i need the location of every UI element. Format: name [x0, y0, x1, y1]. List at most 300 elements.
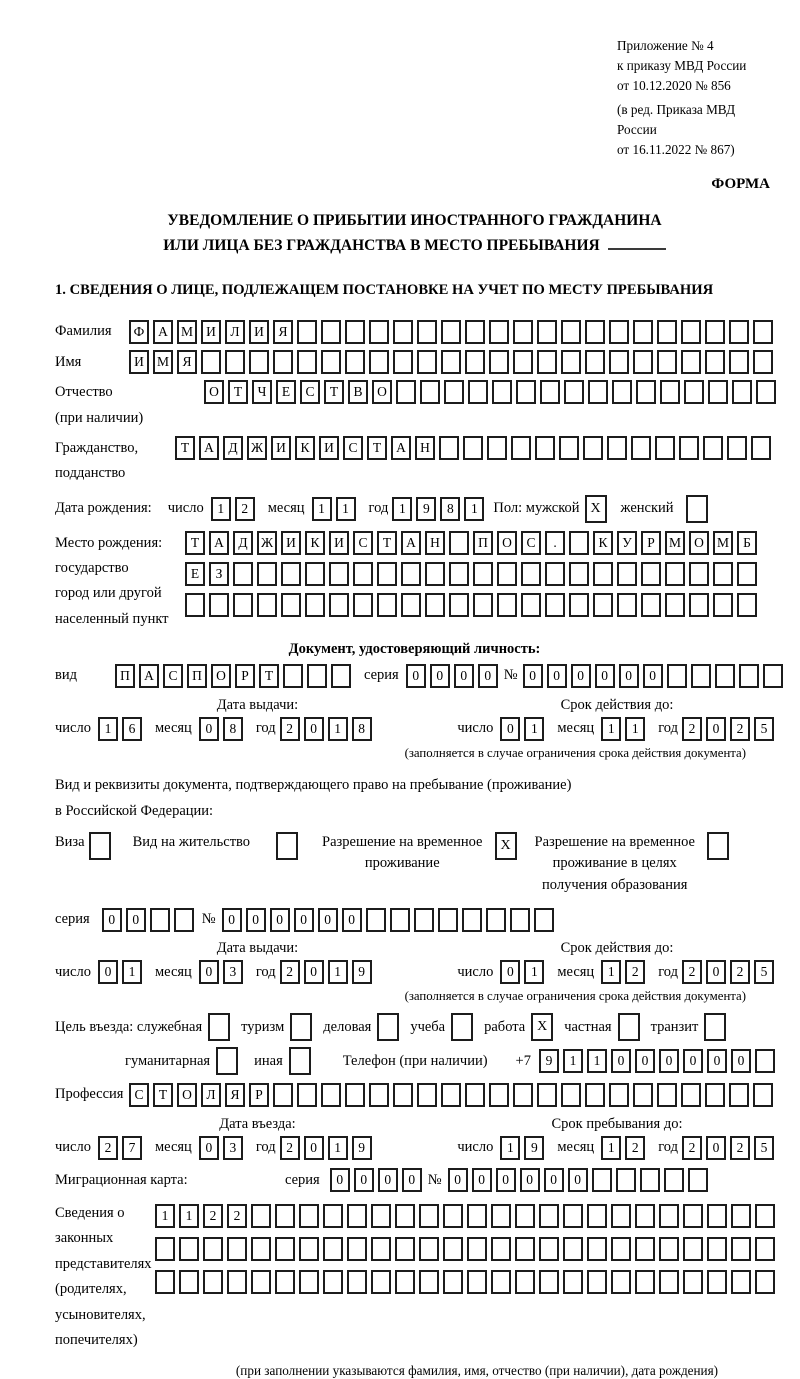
char-cell[interactable] [345, 1083, 365, 1107]
char-cell[interactable]: 1 [98, 717, 118, 741]
char-cell[interactable] [419, 1204, 439, 1228]
char-cell[interactable]: О [204, 380, 224, 404]
char-cell[interactable] [371, 1237, 391, 1261]
char-cell[interactable]: 9 [416, 497, 436, 521]
char-cell[interactable]: 0 [270, 908, 290, 932]
char-cell[interactable]: 8 [440, 497, 460, 521]
char-cell[interactable]: Н [425, 531, 445, 555]
char-cell[interactable] [534, 908, 554, 932]
char-cell[interactable] [321, 350, 341, 374]
char-cell[interactable]: Р [641, 531, 661, 555]
char-cell[interactable]: 2 [682, 1136, 702, 1160]
purpose-business-checkbox[interactable] [377, 1013, 399, 1041]
char-cell[interactable]: 1 [524, 717, 544, 741]
char-cell[interactable]: 1 [563, 1049, 583, 1073]
char-cell[interactable]: 2 [98, 1136, 118, 1160]
char-cell[interactable] [347, 1237, 367, 1261]
char-cell[interactable]: 2 [625, 960, 645, 984]
char-cell[interactable] [688, 1168, 708, 1192]
char-cell[interactable] [617, 593, 637, 617]
char-cell[interactable] [633, 1083, 653, 1107]
char-cell[interactable]: 1 [211, 497, 231, 521]
purpose-humanitarian-checkbox[interactable] [216, 1047, 238, 1075]
char-cell[interactable] [753, 320, 773, 344]
char-cell[interactable]: 2 [203, 1204, 223, 1228]
char-cell[interactable] [569, 593, 589, 617]
char-cell[interactable] [691, 664, 711, 688]
char-cell[interactable] [561, 320, 581, 344]
purpose-other-checkbox[interactable] [289, 1047, 311, 1075]
char-cell[interactable]: П [115, 664, 135, 688]
char-cell[interactable]: 2 [682, 717, 702, 741]
char-cell[interactable]: 0 [406, 664, 426, 688]
char-cell[interactable]: 0 [294, 908, 314, 932]
char-cell[interactable]: Н [415, 436, 435, 460]
char-cell[interactable] [753, 1083, 773, 1107]
char-cell[interactable] [609, 350, 629, 374]
char-cell[interactable] [257, 562, 277, 586]
sex-male-checkbox[interactable]: X [585, 495, 607, 523]
char-cell[interactable]: 2 [730, 717, 750, 741]
char-cell[interactable] [275, 1270, 295, 1294]
char-cell[interactable] [753, 350, 773, 374]
char-cell[interactable] [689, 593, 709, 617]
char-cell[interactable] [592, 1168, 612, 1192]
char-cell[interactable] [587, 1270, 607, 1294]
char-cell[interactable]: 2 [730, 1136, 750, 1160]
char-cell[interactable]: 3 [223, 1136, 243, 1160]
char-cell[interactable]: 1 [524, 960, 544, 984]
char-cell[interactable] [681, 350, 701, 374]
char-cell[interactable] [401, 562, 421, 586]
char-cell[interactable]: 2 [280, 960, 300, 984]
char-cell[interactable]: 0 [619, 664, 639, 688]
char-cell[interactable] [321, 320, 341, 344]
char-cell[interactable] [707, 1270, 727, 1294]
char-cell[interactable]: 0 [378, 1168, 398, 1192]
char-cell[interactable]: А [401, 531, 421, 555]
char-cell[interactable] [465, 320, 485, 344]
char-cell[interactable] [539, 1270, 559, 1294]
char-cell[interactable] [347, 1204, 367, 1228]
char-cell[interactable] [395, 1204, 415, 1228]
char-cell[interactable] [609, 1083, 629, 1107]
char-cell[interactable]: Л [225, 320, 245, 344]
char-cell[interactable]: 0 [472, 1168, 492, 1192]
char-cell[interactable] [275, 1204, 295, 1228]
char-cell[interactable] [539, 1204, 559, 1228]
char-cell[interactable] [251, 1237, 271, 1261]
char-cell[interactable]: 1 [500, 1136, 520, 1160]
char-cell[interactable] [641, 593, 661, 617]
char-cell[interactable] [305, 593, 325, 617]
char-cell[interactable]: 2 [730, 960, 750, 984]
char-cell[interactable] [209, 593, 229, 617]
char-cell[interactable]: Е [185, 562, 205, 586]
char-cell[interactable]: 0 [496, 1168, 516, 1192]
char-cell[interactable] [297, 320, 317, 344]
char-cell[interactable]: 0 [659, 1049, 679, 1073]
char-cell[interactable]: 0 [595, 664, 615, 688]
char-cell[interactable] [323, 1204, 343, 1228]
char-cell[interactable] [635, 1204, 655, 1228]
char-cell[interactable] [155, 1237, 175, 1261]
char-cell[interactable]: 0 [611, 1049, 631, 1073]
char-cell[interactable] [233, 562, 253, 586]
char-cell[interactable] [492, 380, 512, 404]
char-cell[interactable] [569, 562, 589, 586]
char-cell[interactable] [425, 593, 445, 617]
char-cell[interactable] [739, 664, 759, 688]
char-cell[interactable]: Т [377, 531, 397, 555]
char-cell[interactable]: 0 [547, 664, 567, 688]
char-cell[interactable] [401, 593, 421, 617]
char-cell[interactable] [731, 1270, 751, 1294]
char-cell[interactable] [283, 664, 303, 688]
char-cell[interactable] [443, 1204, 463, 1228]
char-cell[interactable] [641, 562, 661, 586]
char-cell[interactable] [390, 908, 410, 932]
char-cell[interactable]: Я [177, 350, 197, 374]
char-cell[interactable] [489, 1083, 509, 1107]
char-cell[interactable]: О [497, 531, 517, 555]
purpose-private-checkbox[interactable] [618, 1013, 640, 1041]
char-cell[interactable]: М [177, 320, 197, 344]
char-cell[interactable] [441, 1083, 461, 1107]
char-cell[interactable] [587, 1237, 607, 1261]
char-cell[interactable]: 0 [478, 664, 498, 688]
char-cell[interactable] [377, 562, 397, 586]
char-cell[interactable]: А [199, 436, 219, 460]
char-cell[interactable]: А [153, 320, 173, 344]
char-cell[interactable] [443, 1270, 463, 1294]
char-cell[interactable] [441, 320, 461, 344]
char-cell[interactable]: О [211, 664, 231, 688]
char-cell[interactable] [249, 350, 269, 374]
char-cell[interactable] [491, 1270, 511, 1294]
char-cell[interactable]: Ч [252, 380, 272, 404]
char-cell[interactable] [449, 593, 469, 617]
char-cell[interactable] [755, 1204, 775, 1228]
char-cell[interactable] [420, 380, 440, 404]
char-cell[interactable] [657, 350, 677, 374]
visa-checkbox[interactable] [89, 832, 111, 860]
char-cell[interactable]: О [372, 380, 392, 404]
char-cell[interactable] [395, 1237, 415, 1261]
char-cell[interactable]: Ж [257, 531, 277, 555]
char-cell[interactable]: О [177, 1083, 197, 1107]
char-cell[interactable] [275, 1237, 295, 1261]
char-cell[interactable]: 5 [754, 717, 774, 741]
char-cell[interactable] [705, 1083, 725, 1107]
char-cell[interactable]: К [305, 531, 325, 555]
char-cell[interactable]: 0 [571, 664, 591, 688]
char-cell[interactable] [179, 1237, 199, 1261]
char-cell[interactable]: М [713, 531, 733, 555]
char-cell[interactable] [515, 1270, 535, 1294]
char-cell[interactable] [513, 320, 533, 344]
char-cell[interactable] [299, 1237, 319, 1261]
char-cell[interactable]: И [271, 436, 291, 460]
char-cell[interactable]: 0 [304, 717, 324, 741]
char-cell[interactable]: 8 [352, 717, 372, 741]
char-cell[interactable] [679, 436, 699, 460]
char-cell[interactable] [201, 350, 221, 374]
char-cell[interactable]: Д [233, 531, 253, 555]
char-cell[interactable]: 5 [754, 1136, 774, 1160]
char-cell[interactable]: У [617, 531, 637, 555]
char-cell[interactable] [611, 1204, 631, 1228]
char-cell[interactable] [540, 380, 560, 404]
char-cell[interactable] [521, 593, 541, 617]
char-cell[interactable] [657, 1083, 677, 1107]
char-cell[interactable] [227, 1270, 247, 1294]
char-cell[interactable] [563, 1204, 583, 1228]
char-cell[interactable]: 0 [500, 717, 520, 741]
char-cell[interactable]: 1 [601, 717, 621, 741]
char-cell[interactable] [467, 1204, 487, 1228]
char-cell[interactable]: 0 [706, 960, 726, 984]
char-cell[interactable]: 0 [126, 908, 146, 932]
char-cell[interactable] [713, 562, 733, 586]
char-cell[interactable] [588, 380, 608, 404]
char-cell[interactable] [419, 1270, 439, 1294]
char-cell[interactable] [369, 1083, 389, 1107]
char-cell[interactable] [705, 320, 725, 344]
char-cell[interactable] [473, 593, 493, 617]
char-cell[interactable] [393, 320, 413, 344]
char-cell[interactable] [636, 380, 656, 404]
char-cell[interactable]: И [281, 531, 301, 555]
char-cell[interactable] [537, 320, 557, 344]
char-cell[interactable] [545, 562, 565, 586]
char-cell[interactable] [419, 1237, 439, 1261]
char-cell[interactable]: 0 [102, 908, 122, 932]
char-cell[interactable]: И [249, 320, 269, 344]
char-cell[interactable] [467, 1237, 487, 1261]
char-cell[interactable]: 0 [454, 664, 474, 688]
char-cell[interactable]: М [153, 350, 173, 374]
purpose-tourism-checkbox[interactable] [290, 1013, 312, 1041]
char-cell[interactable] [395, 1270, 415, 1294]
char-cell[interactable] [468, 380, 488, 404]
char-cell[interactable] [593, 593, 613, 617]
char-cell[interactable] [659, 1270, 679, 1294]
char-cell[interactable]: Т [367, 436, 387, 460]
char-cell[interactable] [305, 562, 325, 586]
char-cell[interactable]: 0 [643, 664, 663, 688]
char-cell[interactable]: 7 [122, 1136, 142, 1160]
char-cell[interactable] [585, 1083, 605, 1107]
char-cell[interactable]: 0 [706, 1136, 726, 1160]
char-cell[interactable] [371, 1204, 391, 1228]
char-cell[interactable]: А [209, 531, 229, 555]
char-cell[interactable] [369, 320, 389, 344]
char-cell[interactable]: 0 [318, 908, 338, 932]
char-cell[interactable]: 0 [222, 908, 242, 932]
char-cell[interactable] [203, 1237, 223, 1261]
char-cell[interactable]: 2 [682, 960, 702, 984]
char-cell[interactable] [297, 1083, 317, 1107]
purpose-official-checkbox[interactable] [208, 1013, 230, 1041]
char-cell[interactable] [329, 562, 349, 586]
char-cell[interactable] [491, 1237, 511, 1261]
char-cell[interactable] [425, 562, 445, 586]
char-cell[interactable]: З [209, 562, 229, 586]
char-cell[interactable] [665, 593, 685, 617]
char-cell[interactable] [731, 1237, 751, 1261]
char-cell[interactable]: 0 [342, 908, 362, 932]
char-cell[interactable] [515, 1204, 535, 1228]
char-cell[interactable] [729, 350, 749, 374]
char-cell[interactable] [755, 1270, 775, 1294]
char-cell[interactable] [489, 320, 509, 344]
char-cell[interactable] [664, 1168, 684, 1192]
char-cell[interactable] [353, 593, 373, 617]
char-cell[interactable]: С [300, 380, 320, 404]
char-cell[interactable] [233, 593, 253, 617]
char-cell[interactable] [297, 350, 317, 374]
char-cell[interactable] [307, 664, 327, 688]
char-cell[interactable] [203, 1270, 223, 1294]
char-cell[interactable]: Я [225, 1083, 245, 1107]
char-cell[interactable] [681, 320, 701, 344]
char-cell[interactable] [727, 436, 747, 460]
char-cell[interactable]: 0 [448, 1168, 468, 1192]
char-cell[interactable]: 2 [280, 717, 300, 741]
char-cell[interactable] [393, 1083, 413, 1107]
char-cell[interactable]: 1 [392, 497, 412, 521]
char-cell[interactable] [321, 1083, 341, 1107]
char-cell[interactable] [569, 531, 589, 555]
char-cell[interactable]: 0 [330, 1168, 350, 1192]
char-cell[interactable]: И [201, 320, 221, 344]
char-cell[interactable]: Р [249, 1083, 269, 1107]
char-cell[interactable]: 0 [304, 1136, 324, 1160]
char-cell[interactable] [227, 1237, 247, 1261]
char-cell[interactable] [729, 320, 749, 344]
char-cell[interactable] [281, 562, 301, 586]
char-cell[interactable] [443, 1237, 463, 1261]
char-cell[interactable] [655, 436, 675, 460]
char-cell[interactable] [683, 1204, 703, 1228]
char-cell[interactable]: . [545, 531, 565, 555]
char-cell[interactable]: 6 [122, 717, 142, 741]
char-cell[interactable] [179, 1270, 199, 1294]
char-cell[interactable]: Т [228, 380, 248, 404]
char-cell[interactable] [497, 593, 517, 617]
char-cell[interactable]: 0 [731, 1049, 751, 1073]
char-cell[interactable] [705, 350, 725, 374]
char-cell[interactable] [763, 664, 783, 688]
char-cell[interactable] [703, 436, 723, 460]
char-cell[interactable]: 1 [328, 960, 348, 984]
char-cell[interactable] [732, 380, 752, 404]
char-cell[interactable] [439, 436, 459, 460]
char-cell[interactable] [585, 350, 605, 374]
char-cell[interactable]: 1 [312, 497, 332, 521]
char-cell[interactable] [583, 436, 603, 460]
char-cell[interactable] [449, 562, 469, 586]
char-cell[interactable] [515, 1237, 535, 1261]
char-cell[interactable]: С [353, 531, 373, 555]
char-cell[interactable] [369, 350, 389, 374]
char-cell[interactable] [617, 562, 637, 586]
char-cell[interactable]: Т [185, 531, 205, 555]
char-cell[interactable] [489, 350, 509, 374]
char-cell[interactable]: 1 [601, 960, 621, 984]
char-cell[interactable]: Я [273, 320, 293, 344]
char-cell[interactable] [510, 908, 530, 932]
char-cell[interactable]: 0 [402, 1168, 422, 1192]
char-cell[interactable]: 0 [635, 1049, 655, 1073]
char-cell[interactable] [417, 320, 437, 344]
purpose-work-checkbox[interactable]: X [531, 1013, 553, 1041]
char-cell[interactable] [396, 380, 416, 404]
char-cell[interactable] [657, 320, 677, 344]
char-cell[interactable] [273, 350, 293, 374]
char-cell[interactable] [633, 350, 653, 374]
char-cell[interactable] [155, 1270, 175, 1294]
char-cell[interactable] [174, 908, 194, 932]
char-cell[interactable] [612, 380, 632, 404]
char-cell[interactable]: С [163, 664, 183, 688]
char-cell[interactable] [659, 1237, 679, 1261]
char-cell[interactable] [537, 350, 557, 374]
char-cell[interactable] [559, 436, 579, 460]
char-cell[interactable]: 9 [352, 1136, 372, 1160]
char-cell[interactable] [486, 908, 506, 932]
char-cell[interactable]: 0 [246, 908, 266, 932]
char-cell[interactable]: 0 [354, 1168, 374, 1192]
char-cell[interactable] [755, 1237, 775, 1261]
char-cell[interactable]: 1 [464, 497, 484, 521]
char-cell[interactable]: Т [175, 436, 195, 460]
char-cell[interactable] [513, 350, 533, 374]
char-cell[interactable] [707, 1204, 727, 1228]
char-cell[interactable] [609, 320, 629, 344]
char-cell[interactable] [323, 1237, 343, 1261]
char-cell[interactable]: 0 [199, 1136, 219, 1160]
purpose-study-checkbox[interactable] [451, 1013, 473, 1041]
char-cell[interactable] [511, 436, 531, 460]
char-cell[interactable]: С [521, 531, 541, 555]
char-cell[interactable]: 0 [683, 1049, 703, 1073]
char-cell[interactable] [487, 436, 507, 460]
char-cell[interactable]: С [129, 1083, 149, 1107]
char-cell[interactable] [467, 1270, 487, 1294]
char-cell[interactable] [251, 1204, 271, 1228]
char-cell[interactable] [331, 664, 351, 688]
char-cell[interactable] [465, 1083, 485, 1107]
char-cell[interactable] [463, 436, 483, 460]
char-cell[interactable]: 0 [568, 1168, 588, 1192]
char-cell[interactable] [708, 380, 728, 404]
char-cell[interactable]: Б [737, 531, 757, 555]
char-cell[interactable] [585, 320, 605, 344]
residence-permit-checkbox[interactable] [276, 832, 298, 860]
char-cell[interactable]: П [473, 531, 493, 555]
char-cell[interactable]: Д [223, 436, 243, 460]
char-cell[interactable] [417, 1083, 437, 1107]
char-cell[interactable]: А [391, 436, 411, 460]
char-cell[interactable] [251, 1270, 271, 1294]
char-cell[interactable] [347, 1270, 367, 1294]
char-cell[interactable]: Т [153, 1083, 173, 1107]
char-cell[interactable] [345, 320, 365, 344]
char-cell[interactable]: 3 [223, 960, 243, 984]
char-cell[interactable] [593, 562, 613, 586]
